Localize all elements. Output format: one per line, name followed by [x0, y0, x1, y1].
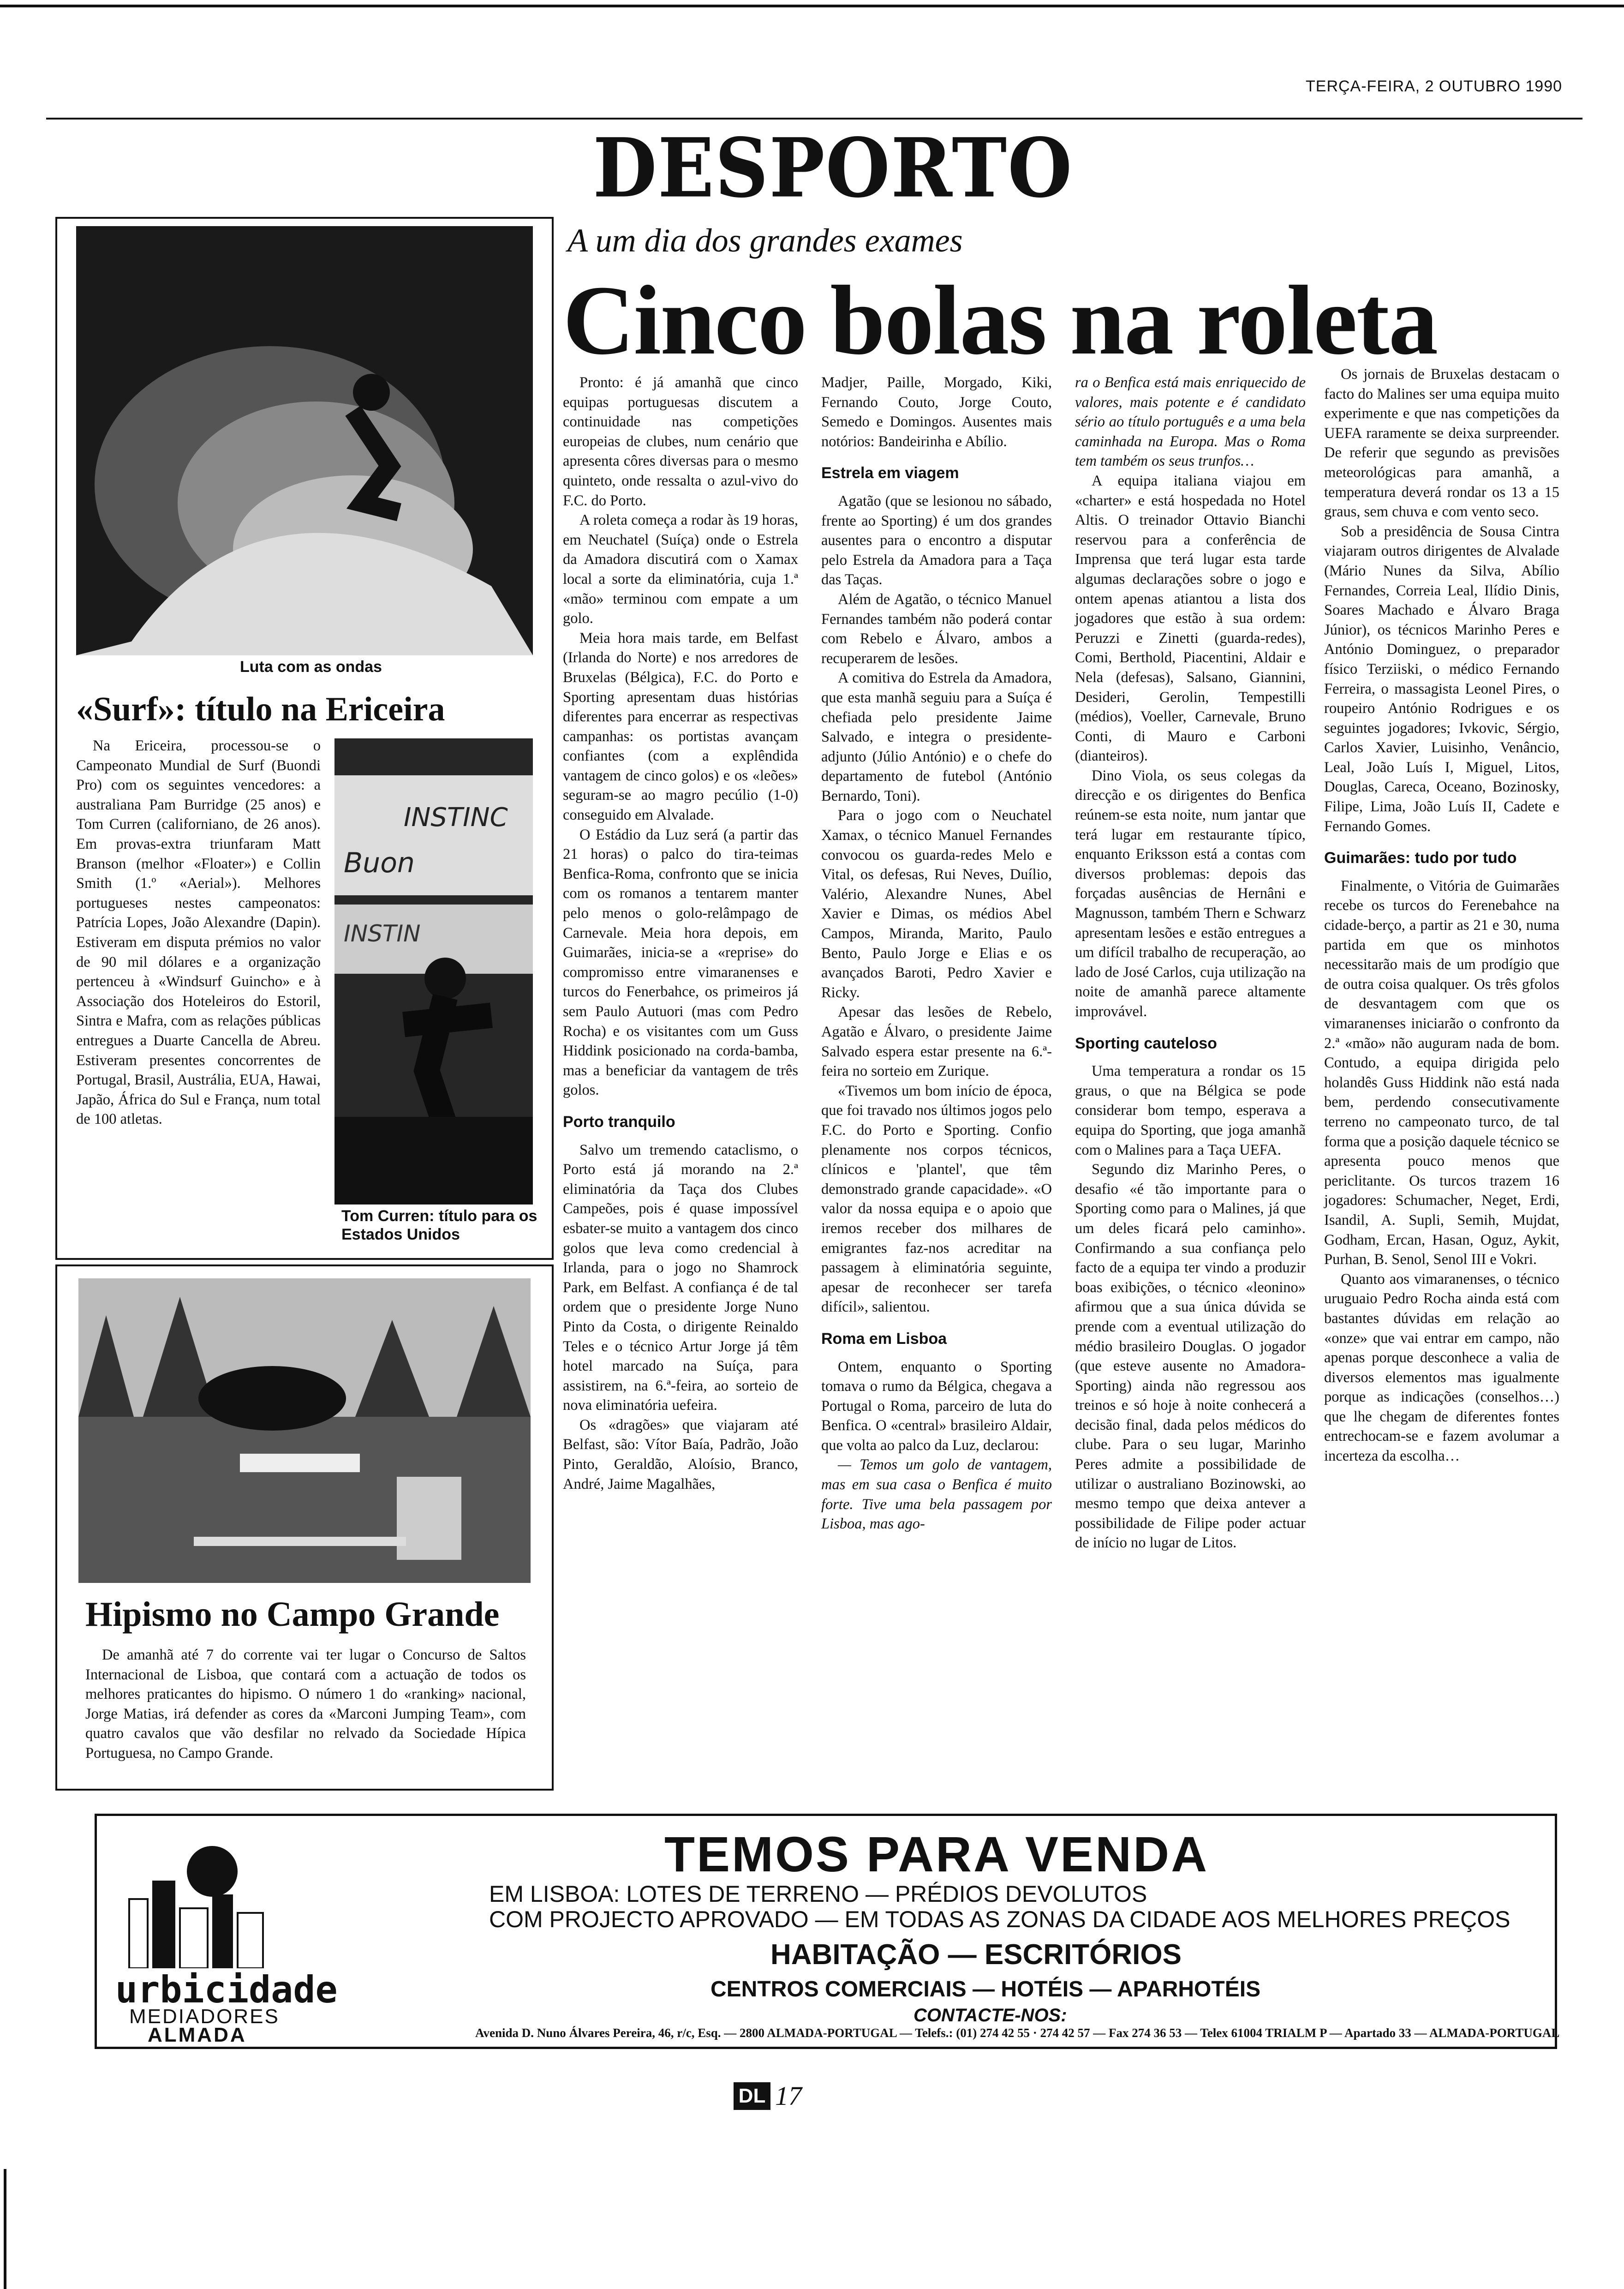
paragraph: Para o jogo com o Neuchatel Xamax, o técnico Manuel Fernandes convocou os guarda-redes Melo e Vital, os defesas, Rui Neves, Duílio, Valério, Alexandre Nunes, Abel Xavier e Dimas, os médios Abel Campos, Miranda, Marito, Paulo Bento, Paulo Jorge e Elias e os avançados Baroti, Pedro Xavier e Ricky. — [821, 807, 1052, 1001]
surf-text: Na Ericeira, processou-se o Campeonato Mundial de Surf (Buondi Pro) com os seguintes vencedores: a australiana Pam Burridge (25 anos) e Tom Curren (californiano, de 26 anos). Em provas-extra triunfaram Matt Branson (melhor «Floater») e Collin Smith (1.º «Aerial»). Melhores portugueses nestes campeonatos: Patrícia Lopes, João Alexandre (Dapin). Estiveram em disputa prémios no valor de 90 mil dólares e a organização pertenceu à «Windsurf Guincho» e à Associação dos Hoteleiros do Estoril, Sintra e Mafra, com as relações públicas entregues a Duarte Cancella de Abreu. Estiveram presentes concorrentes de Portugal, Brasil, Austrália, EUA, Hawai, Japão, África do Sul e França, num total de 100 atletas. — [76, 737, 321, 1128]
paragraph: Os «dragões» que viajaram até Belfast, são: Vítor Baía, Padrão, João Pinto, Geraldão, Aloísio, Branco, André, Jaime Magalhães, — [563, 1416, 798, 1492]
city-skyline-icon — [120, 1844, 268, 1968]
section-title: DESPORTO — [593, 120, 1073, 216]
wave-image — [76, 226, 533, 655]
paragraph: Quanto aos vimaranenses, o técnico uruguaio Pedro Rocha ainda está com bastantes dúvidas em relação ao «onze» que vai entrar em campo, não apenas porque desconhece a valia de diversos elementos mas igualmente porque as indicações (conselhos…) que lhe chegam de diferentes fontes entrechocam-se e fazem avolumar a incerteza da escolha… — [1324, 1270, 1559, 1465]
horse-jump-image — [78, 1278, 531, 1583]
top-rule — [0, 5, 1624, 7]
svg-text:INSTINC: INSTINC — [404, 803, 508, 833]
paragraph: Salvo um tremendo cataclismo, o Porto está já morando na 2.ª eliminatória da Taça dos Clubes Campeões, pois é quase impossível esbater-se muito a vantagem dos cinco golos que leva como credencial à Irlanda, para o jogo no Shamrock Park, em Belfast. A confiança é de tal ordem que o presidente Jorge Nuno Pinto da Costa, o dirigente Reinaldo Teles e o técnico Artur Jorge já têm hotel marcado na Suíça, para assistirem, na 6.ª-feira, ao sorteio de nova eliminatória uefeira. — [563, 1141, 798, 1414]
ad-line-2: COM PROJECTO APROVADO — EM TODAS AS ZONAS DA CIDADE AOS MELHORES PREÇOS — [489, 1906, 1511, 1932]
subheading-guimaraes: Guimarães: tudo por tudo — [1324, 849, 1517, 867]
paragraph: Finalmente, o Vitória de Guimarães recebe os turcos do Ferenebahce na cidade-berço, a partir as 21 e 30, numa partida em que os minhotos necessitarão mais de um prodígio que de outra coisa qualquer. Os três gfolos de desvantagem com que os vimaranenses iniciarão o confronto da 2.ª «mão» não auguram nada de bom. Contudo, a equipa dirigida pelo holandês Guss Hiddink não está nada bem, perdendo consecutivamente terreno no campeonato turco, de tal forma que a posição daquele técnico se apresenta pouco menos que periclitante. Os turcos trazem 16 jogadores: Schumacher, Neget, Erdi, Isandil, A. Supli, Semih, Mujdat, Godham, Ercan, Hasan, Oguz, Aykit, Purhan, B. Senol, Senol III e Vokri. — [1324, 877, 1559, 1268]
surf-photo-curren — [334, 738, 533, 1204]
paragraph: A comitiva do Estrela da Amadora, que esta manhã seguiu para a Suíça é chefiada pelo presidente Jaime Salvado, e integra o presidente-adjunto (Júlio António) e o chefe do departamento de futebol (António Bernardo, Toni). — [821, 670, 1052, 804]
article-col-4 — [1324, 365, 1559, 1466]
paragraph: Meia hora mais tarde, em Belfast (Irlanda do Norte) e nos arredores de Bruxelas (Bélgica), F.C. do Porto e Sporting apresentam duas histórias diferentes para encerrar as respectivas campanhas: os portistas avançam confiantes (com a explêndida vantagem de cinco golos) e os «leões» seguram-se ao magro pecúlio (1-0) conseguido em Alvalade. — [563, 629, 798, 824]
paragraph: A equipa italiana viajou em «charter» e está hospedada no Hotel Altis. O treinador Ottavio Bianchi reservou para a conferência de Imprensa que terá lugar esta tarde algumas declarações sobre o jogo e ontem apenas atiantou a lista dos jogadores que estão à sua ordem: Peruzzi e Zinetti (guarda-redes), Comi, Berthold, Piacentini, Aldair e Nela (defesas), Salsano, Giannini, Desideri, Gerolin, Tempestilli (médios), Voeller, Carnevale, Bruno Conti, di Mauro e Carboni (dianteiros). — [1075, 472, 1306, 765]
subheading-estrela: Estrela em viagem — [821, 464, 959, 482]
ad-line-3: HABITAÇÃO — ESCRITÓRIOS — [770, 1939, 1182, 1971]
paragraph: Ontem, enquanto o Sporting tomava o rumo da Bélgica, chegava a Portugal o Roma, parceiro de luta do Benfica. O «central» brasileiro Aldair, que volta ao palco da Luz, declarou: — [821, 1358, 1052, 1454]
article-col-3 — [1075, 373, 1306, 1553]
ad-brand-sub: MEDIADORES — [129, 2005, 280, 2028]
ad-contact: Avenida D. Nuno Álvares Pereira, 46, r/c, Esq. — 2800 ALMADA-PORTUGAL — Telefs.: (01) 274 42 55 · 274 42 57 — Fax 274 36 53 — Telex 61004 TRIALM P — Apartado 33 — ALMADA-PORTUGAL — [475, 2026, 1560, 2040]
ad-brand: urbicidade — [115, 1968, 338, 2011]
ad-title: TEMOS PARA VENDA — [664, 1826, 1209, 1882]
paragraph: Além de Agatão, o técnico Manuel Fernandes também não poderá contar com Rebelo e Álvaro, ambos a recuperarem de lesões. — [821, 591, 1052, 667]
header-rule — [46, 118, 1582, 120]
paragraph: Agatão (que se lesionou no sábado, frente ao Sporting) é um dos grandes ausentes para o encontro a disputar pelo Estrela da Amadora para a Taça das Taças. — [821, 492, 1052, 588]
hipismo-photo — [78, 1278, 531, 1583]
ad-brand-city: ALMADA — [148, 2024, 247, 2046]
paper-logo — [734, 2082, 770, 2110]
article-headline: Cinco bolas na roleta — [563, 265, 1438, 375]
hipismo-text: De amanhã até 7 do corrente vai ter lugar o Concurso de Saltos Internacional de Lisboa, que contará com a actuação de todos os melhores praticantes do hipismo. O número 1 do «ranking» nacional, Jorge Matias, irá defender as cores da «Marconi Jumping Team», com quatro cavalos que vão desfilar no relvado da Sociedade Hípica Portuguesa, no Campo Grande. — [85, 1647, 526, 1762]
paragraph: Pronto: é já amanhã que cinco equipas portuguesas discutem a continuidade nas competições europeias de clubes, num cenário que apresenta côres diversas para o mesmo quinteto, onde ressalta o azul-vivo do F.C. do Porto. — [563, 374, 798, 509]
curren-caption: Tom Curren: título para os Estados Unidos — [341, 1207, 537, 1243]
paragraph: Segundo diz Marinho Peres, o desafio «é tão importante para o Sporting como para o Malines, já que um deles ficará pelo caminho». Confirmando a sua confiança pelo facto de a equipa ter vindo a produzir boas exibições, o técnico «leonino» afirmou que a sua única dúvida se prende com a eventual utilização do médio brasileiro Douglas. O jogador (que esteve ausente no Amadora-Sporting) ainda não regressou aos treinos e só hoje à noite conhecerá a decisão final, dada pelos médicos do clube. Para o seu lugar, Marinho Peres admite a possibilidade de utilizar o australiano Bozinowski, ao mesmo tempo que deixa antever a possibilidade de Filipe poder actuar de início no lugar de Litos. — [1075, 1161, 1306, 1552]
paragraph: Madjer, Paille, Morgado, Kiki, Fernando Couto, Jorge Couto, Semedo e Domingos. Ausentes mais notórios: Bandeirinha e Abílio. — [821, 374, 1052, 450]
page-number: 17 — [775, 2081, 802, 2111]
article-kicker: A um dia dos grandes exames — [567, 222, 963, 259]
paragraph: — Temos um golo de vantagem, mas em sua casa o Benfica é muito forte. Tive uma bela passagem por Lisboa, mas ago- — [821, 1456, 1052, 1533]
paragraph: Dino Viola, os seus colegas da direcção e os dirigentes do Benfica reúnem-se esta noite, num jantar que terá lugar em restaurante típico, enquanto Eriksson está a contas com diversos problemas: depois das forçadas ausências de Hernâni e Magnusson, também Thern e Schwarz apresentam lesões e estão entregues a um difícil trabalho de recuperação, ao lado de José Carlos, cuja utilização na noite de amanhã parece altamente improvável. — [1075, 767, 1306, 1020]
paragraph: Uma temperatura a rondar os 15 graus, o que na Bélgica se pode considerar bom tempo, esperava a equipa do Sporting, que joga amanhã com o Malines para a Taça UEFA. — [1075, 1063, 1306, 1158]
ad-line-4: CENTROS COMERCIAIS — HOTÉIS — APARHOTÉIS — [710, 1977, 1261, 2001]
subheading-roma: Roma em Lisboa — [821, 1330, 947, 1348]
paragraph: O Estádio da Luz será (a partir das 21 horas) o palco do tira-teimas Benfica-Roma, confronto que se inicia com os romanos a tentarem manter pelo menos o golo-relâmpago de Carnevale. Meia hora depois, em Guimarães, inicia-se a «reprise» do compromisso entre vimaranenses e turcos do Fenerbahce, os primeiros já sem Paulo Autuori (mas com Pedro Rocha) e os visitantes com um Guss Hiddink posicionado na corda-bamba, mas a beneficiar da vantagem de três golos. — [563, 826, 798, 1099]
surf-photo-waves — [76, 226, 533, 655]
paragraph: ra o Benfica está mais enriquecido de valores, mais potente e é candidato sério ao título português e a uma bela caminhada na Europa. Mas o Roma tem também os seus trunfos… — [1075, 374, 1306, 470]
left-edge-mark — [4, 2169, 6, 2289]
hipismo-title: Hipismo no Campo Grande — [85, 1595, 500, 1634]
paragraph: Os jornais de Bruxelas destacam o facto do Malines ser uma equipa muito experimente e que nas competições da UEFA raramente se deixa surpreender. De referir que segundo as previsões meteorológicas para amanhã, a temperatura deverá rondar os 13 a 15 graus, sem chuva e com vento seco. — [1324, 366, 1559, 521]
surf-title: «Surf»: título na Ericeira — [76, 690, 445, 728]
article-col-2 — [821, 373, 1052, 1534]
paragraph: A roleta começa a rodar às 19 horas, em Neuchatel (Suíça) onde o Estrela da Amadora discutirá com o Xamax local a sorte da eliminatória, cuja 1.ª «mão» terminou com empate a um golo. — [563, 512, 798, 627]
subheading-porto: Porto tranquilo — [563, 1113, 675, 1131]
ad-line-1: EM LISBOA: LOTES DE TERRENO — PRÉDIOS DEVOLUTOS — [489, 1881, 1147, 1907]
paragraph: Sob a presidência de Sousa Cintra viajaram outros dirigentes de Alvalade (Mário Nunes da Silva, Abílio Fernandes, Correia Leal, Ilídio Dinis, Soares Machado e Álvaro Braga Júnior), os técnicos Marinho Peres e António Dominguez, o preparador físico Terziiski, o médico Fernando Ferreira, o massagista Leonel Pires, o roupeiro António Rodrigues e os seguintes jogadores; Ivkovic, Sérgio, Carlos Xavier, Luisinho, Venâncio, Leal, João Luís I, Miguel, Litos, Douglas, Careca, Oceano, Bozinosky, Filipe, Lima, João Luís II, Cadete e Fernando Gomes. — [1324, 523, 1559, 835]
ad-contact-label: CONTACTE-NOS: — [914, 2005, 1067, 2025]
issue-date: TERÇA-FEIRA, 2 OUTUBRO 1990 — [1306, 78, 1563, 95]
paragraph: «Tivemos um bom início de época, que foi travado nos últimos jogos pelo F.C. do Porto e Sporting. Confio plenamente nos corpos técnicos, clínicos e 'plantel', que têm demonstrado grande capacidade». «O valor da nossa equipa e o apoio que iremos receber dos milhares de emigrantes faz-nos acreditar na passagem à eliminatória seguinte, apesar de reconhecer ser tarefa difícil», salientou. — [821, 1082, 1052, 1316]
svg-text:Buon: Buon — [344, 847, 415, 879]
paragraph: Apesar das lesões de Rebelo, Agatão e Álvaro, o presidente Jaime Salvado espera estar presente na 6.ª-feira no sorteio em Zurique. — [821, 1004, 1052, 1080]
ad-box — [95, 1814, 1560, 2049]
surf-photo-caption: Luta com as ondas — [240, 658, 382, 676]
article-col-1 — [563, 373, 798, 1494]
svg-text:INSTIN: INSTIN — [344, 920, 421, 947]
curren-image — [334, 738, 533, 1204]
paper-logo-text: DL — [738, 2085, 766, 2107]
subheading-sporting: Sporting cauteloso — [1075, 1034, 1217, 1052]
